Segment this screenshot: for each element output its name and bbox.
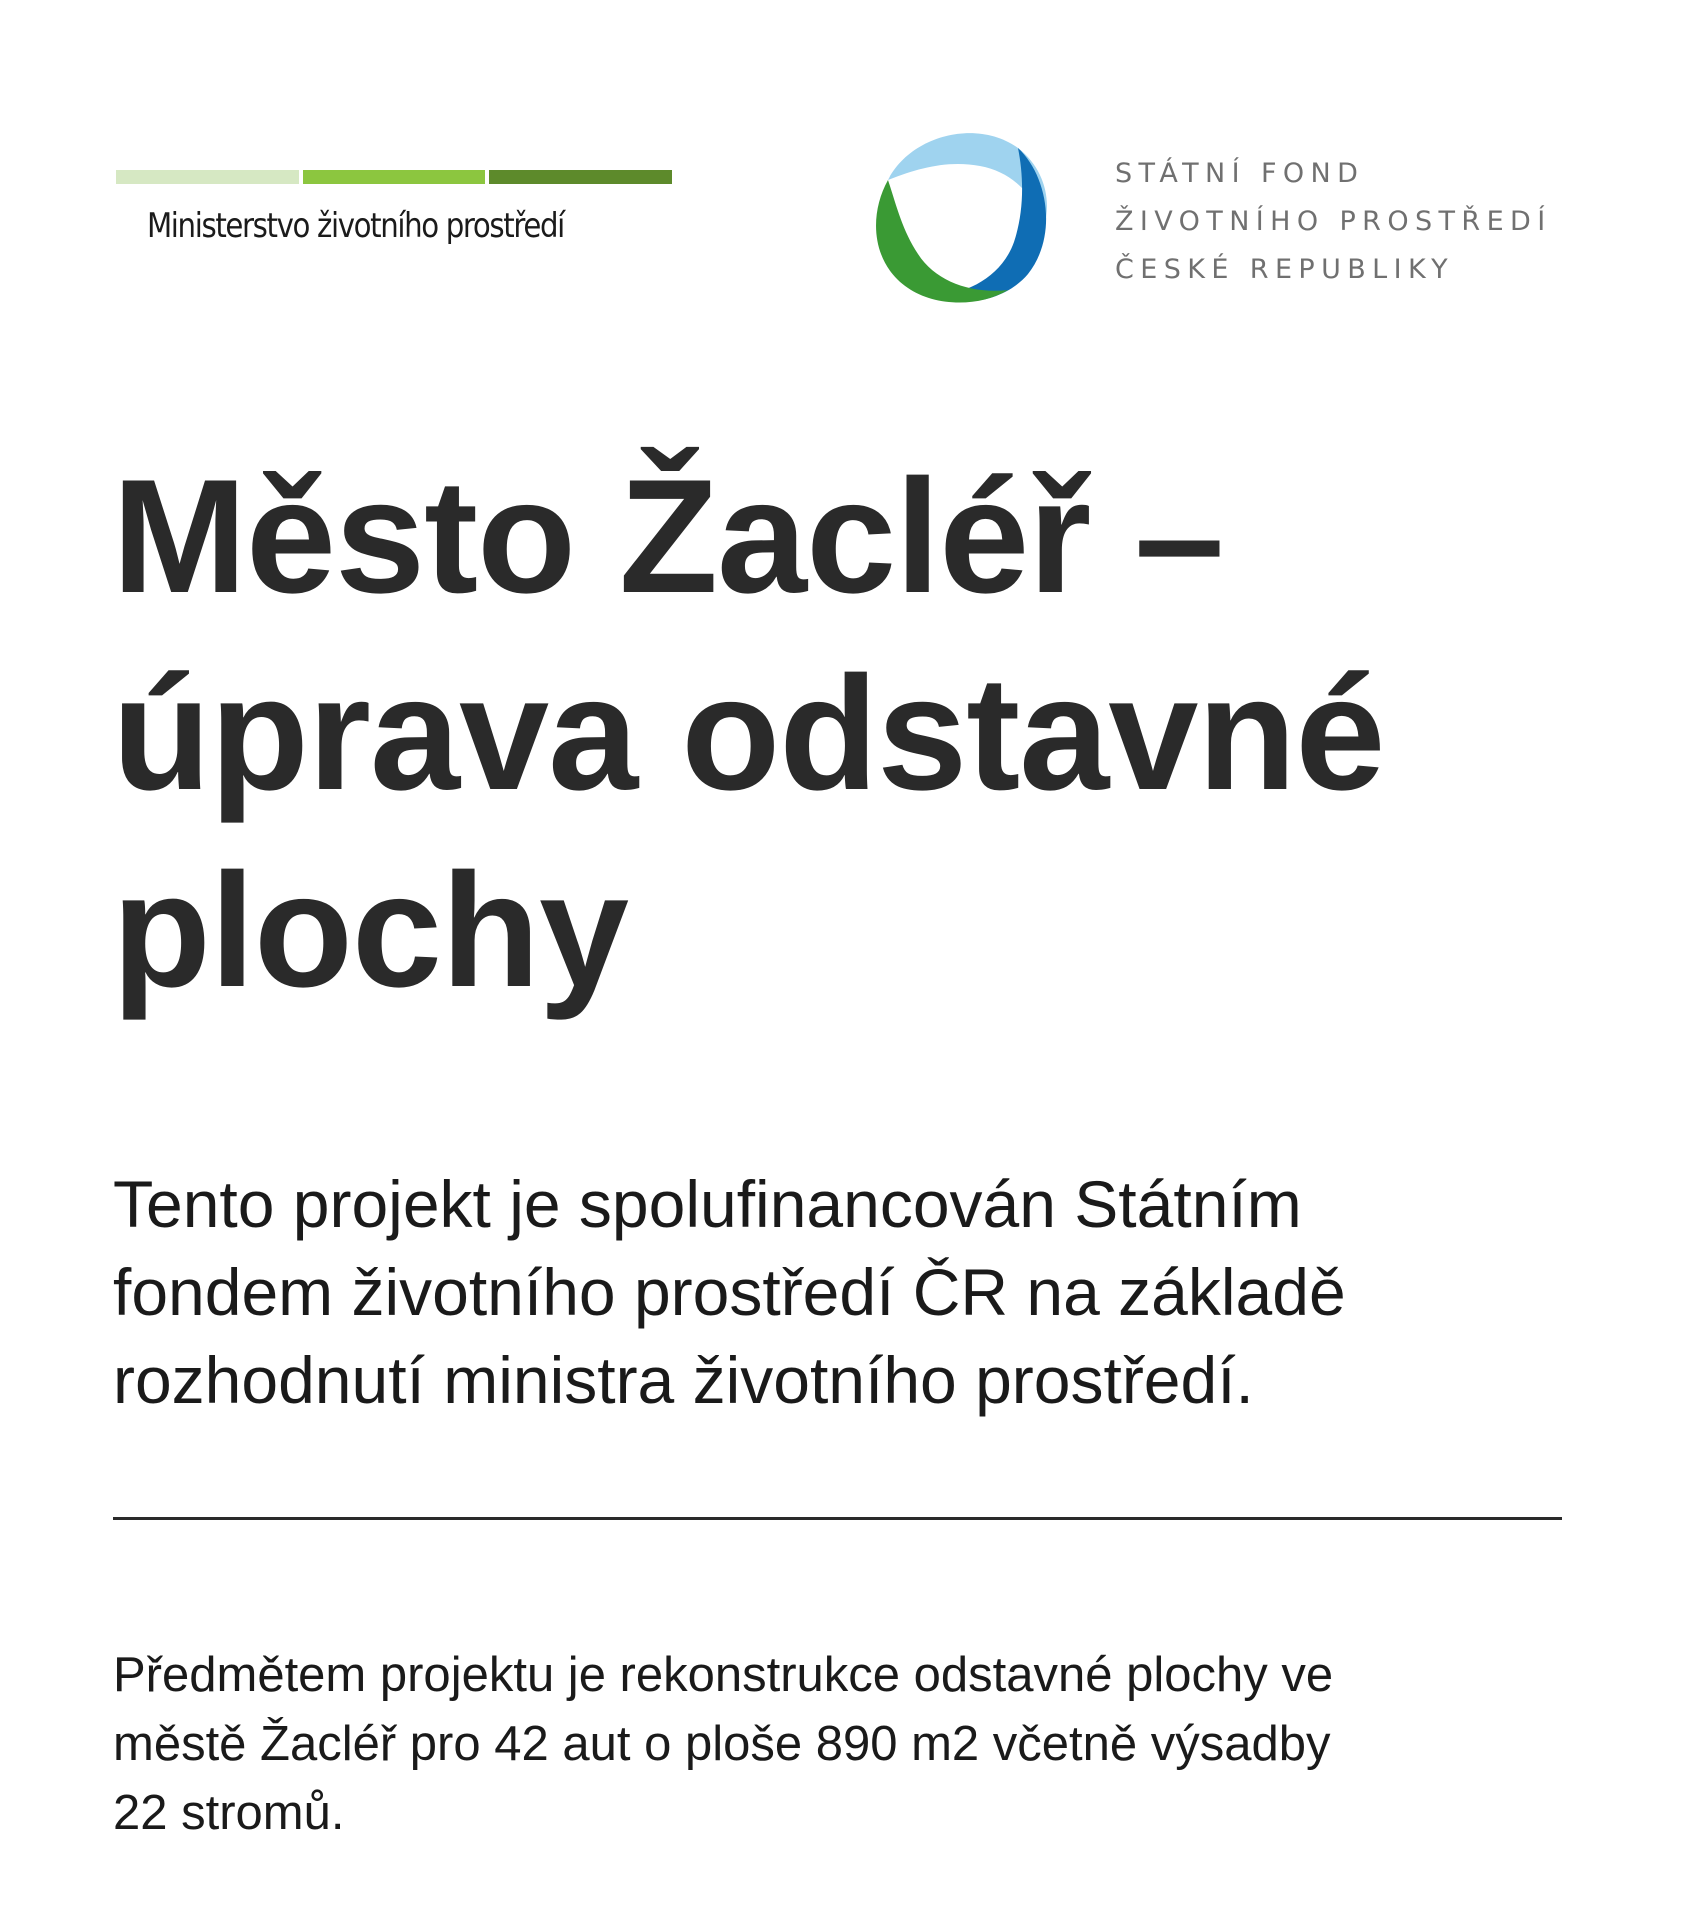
- project-description-line: městě Žacléř pro 42 aut o ploše 890 m2 včetně výsadby: [113, 1717, 1331, 1771]
- ministry-logo: [116, 170, 672, 246]
- funding-statement-line: rozhodnutí ministra životního prostředí.: [113, 1343, 1254, 1417]
- project-title-line: Město Žacléř –: [112, 446, 1224, 627]
- project-description-line: Předmětem projektu je rekonstrukce odstavné plochy ve: [113, 1648, 1334, 1702]
- fund-name-line: ČESKÉ REPUBLIKY: [1115, 254, 1455, 285]
- project-description: [113, 1641, 1633, 1848]
- ministry-bar-light: [116, 170, 299, 184]
- funding-statement: [113, 1160, 1613, 1424]
- ministry-bar-medium: [303, 170, 486, 184]
- fund-name: [1115, 150, 1552, 294]
- emblem-center: [919, 179, 1009, 269]
- project-title-line: plochy: [112, 840, 629, 1021]
- funding-statement-line: fondem životního prostředí ČR na základě: [113, 1255, 1346, 1329]
- divider: [113, 1517, 1562, 1520]
- header: [0, 0, 1686, 330]
- ministry-bar-dark: [489, 170, 672, 184]
- funding-statement-line: Tento projekt je spolufinancován Státním: [113, 1167, 1302, 1241]
- fund-name-line: ŽIVOTNÍHO PROSTŘEDÍ: [1115, 206, 1552, 237]
- fund-name-line: STÁTNÍ FOND: [1115, 158, 1365, 189]
- project-title-line: úprava odstavné: [112, 643, 1385, 824]
- ministry-name: Ministerstvo životního prostředí: [146, 206, 564, 246]
- fund-emblem-icon: [868, 118, 1052, 306]
- project-title: [112, 438, 1612, 1029]
- project-description-line: 22 stromů.: [113, 1786, 345, 1840]
- ministry-color-bars: [116, 170, 672, 184]
